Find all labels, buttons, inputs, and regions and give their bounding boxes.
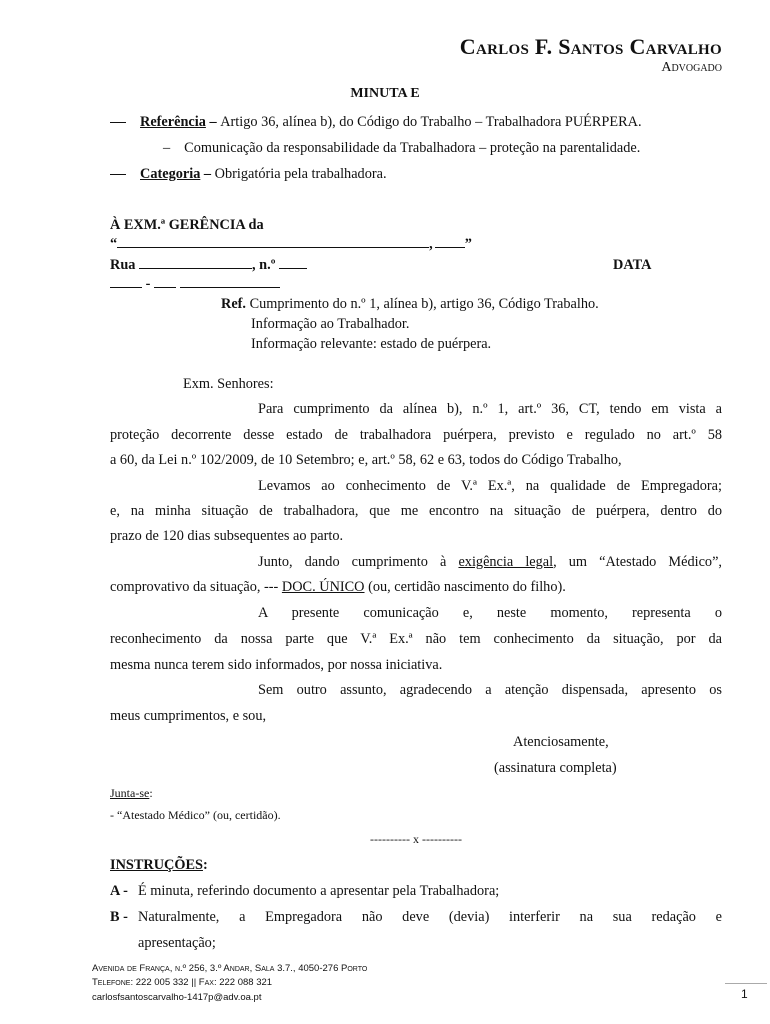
rua-field: [110, 257, 307, 274]
page-number-rule: [725, 983, 767, 984]
paragraph-3-line-1: [110, 554, 722, 571]
referencia-sep: –: [205, 114, 221, 130]
rua-label: Rua: [110, 257, 136, 273]
doc-unico-ref: DOC. ÚNICO: [281, 579, 365, 595]
page-number: 1: [741, 987, 748, 1001]
paragraph-1-line-2: proteção decorrente desse estado de trabalhadora puérpera, previsto e regulado no art.º 58: [110, 427, 722, 443]
paragraph-2-line-2: e, na minha situação de trabalhadora, que me encontro na situação de puérpera, dentro do: [110, 503, 722, 519]
referencia-text: Artigo 36, alínea b), do Código do Trabalho – Trabalhadora PUÉRPERA.: [220, 114, 642, 130]
author-role: Advogado: [661, 60, 722, 75]
ref-line-2: Informação ao Trabalhador.: [251, 316, 410, 332]
paragraph-5-line-2: meus cumprimentos, e sou,: [110, 708, 267, 724]
author-name: Carlos F. Santos Carvalho: [459, 34, 722, 59]
instruction-item-b: [110, 909, 722, 926]
separator: ---------- x ----------: [370, 832, 462, 846]
referencia-label: Referência: [140, 114, 206, 130]
instruction-text-b-cont: apresentação;: [138, 935, 216, 951]
referencia-line: [110, 114, 642, 131]
document-title: MINUTA E: [350, 86, 420, 101]
postal-code-field: [110, 276, 280, 293]
open-quote: “: [110, 236, 118, 252]
paragraph-1-line-3: a 60, da Lei n.º 102/2009, de 10 Setembro; e, art.º 58, 62 e 63, todos do Código Trabalho,: [110, 452, 622, 468]
p3-text-a: Junto, dando cumprimento à: [258, 554, 459, 570]
paragraph-2-line-3: prazo de 120 dias subsequentes ao parto.: [110, 528, 344, 544]
paragraph-4-line-3: mesma nunca terem sido informados, por nossa iniciativa.: [110, 657, 443, 673]
paragraph-3-line-2: [110, 579, 566, 596]
dash-bullet: [110, 174, 126, 175]
locality-blank: [180, 276, 280, 288]
p3-text-d: (ou, certidão nascimento do filho).: [364, 579, 566, 595]
closing: Atenciosamente,: [513, 734, 609, 750]
dash-bullet: [110, 122, 126, 123]
company-name-field: [110, 236, 472, 253]
footer-email: carlosfsantoscarvalho-1417p@adv.oa.pt: [92, 992, 262, 1003]
instruction-key-b: B -: [110, 909, 128, 925]
postal-sep: -: [145, 276, 151, 292]
instructions-title: INSTRUÇÕES: [110, 857, 203, 873]
instruction-text-b: Naturalmente, a Empregadora não deve (devia) interferir na sua redação e: [138, 909, 722, 925]
paragraph-1-line-1: Para cumprimento da alínea b), n.º 1, art.º 36, CT, tendo em vista a: [258, 401, 722, 417]
legal-requirement-link: exigência legal: [458, 554, 554, 570]
footer-address: Avenida de França, n.º 256, 3.º Andar, Sala 3.7., 4050-276 Porto: [92, 963, 368, 974]
p3-text-b: , um “Atestado Médico”,: [553, 554, 722, 570]
numero-blank: [279, 257, 307, 269]
categoria-line: [110, 166, 387, 183]
numero-label: , n.º: [252, 257, 276, 273]
date-label: DATA: [613, 257, 652, 273]
rua-blank: [139, 257, 252, 269]
junta-se-label: Junta-se: [110, 786, 150, 800]
attachments-colon: :: [149, 786, 153, 800]
attachment-item: - “Atestado Médico” (ou, certidão).: [110, 808, 281, 822]
paragraph-2-line-1: Levamos ao conhecimento de V.ª Ex.ª, na qualidade de Empregadora;: [258, 478, 722, 494]
paragraph-5-line-1: Sem outro assunto, agradecendo a atenção dispensada, apresento os: [258, 682, 722, 698]
paragraph-4-line-2: reconhecimento da nossa parte que V.ª Ex.ª não tem conhecimento da situação, por da: [110, 631, 722, 647]
ref-line-1: [221, 296, 599, 313]
ref-text-1: Cumprimento do n.º 1, alínea b), artigo 36, Código Trabalho.: [249, 296, 599, 312]
salutation: Exm. Senhores:: [183, 376, 274, 392]
p3-text-c: comprovativo da situação, ---: [110, 579, 282, 595]
company-name-blank: [117, 236, 429, 248]
instruction-item-a: [110, 883, 499, 900]
comma: ,: [429, 236, 433, 252]
sub-item-dash: –: [163, 140, 171, 156]
sub-item-text: Comunicação da responsabilidade da Trabalhadora – proteção na parentalidade.: [184, 140, 641, 156]
ref-label: Ref.: [221, 296, 247, 312]
categoria-label: Categoria: [140, 166, 201, 182]
close-quote: ”: [464, 236, 472, 252]
ref-line-3: Informação relevante: estado de puérpera.: [251, 336, 492, 352]
company-extra-blank: [435, 236, 465, 248]
attachments-label: [110, 786, 153, 801]
postal-code-blank-1: [110, 276, 142, 288]
gerencia-heading: À EXM.ª GERÊNCIA da: [110, 217, 264, 233]
paragraph-4-line-1: A presente comunicação e, neste momento, representa o: [258, 605, 722, 621]
instructions-heading: [110, 857, 208, 874]
footer-phone: Telefone: 222 005 332 || Fax: 222 088 321: [92, 977, 273, 988]
categoria-text: Obrigatória pela trabalhadora.: [214, 166, 387, 182]
categoria-sep: –: [200, 166, 215, 182]
instruction-key-a: A -: [110, 883, 128, 899]
postal-code-blank-2: [154, 276, 176, 288]
instructions-colon: :: [202, 857, 208, 873]
signature-placeholder: (assinatura completa): [494, 760, 617, 776]
sub-item-line: [163, 140, 640, 157]
instruction-text-a: É minuta, referindo documento a apresentar pela Trabalhadora;: [138, 883, 500, 899]
